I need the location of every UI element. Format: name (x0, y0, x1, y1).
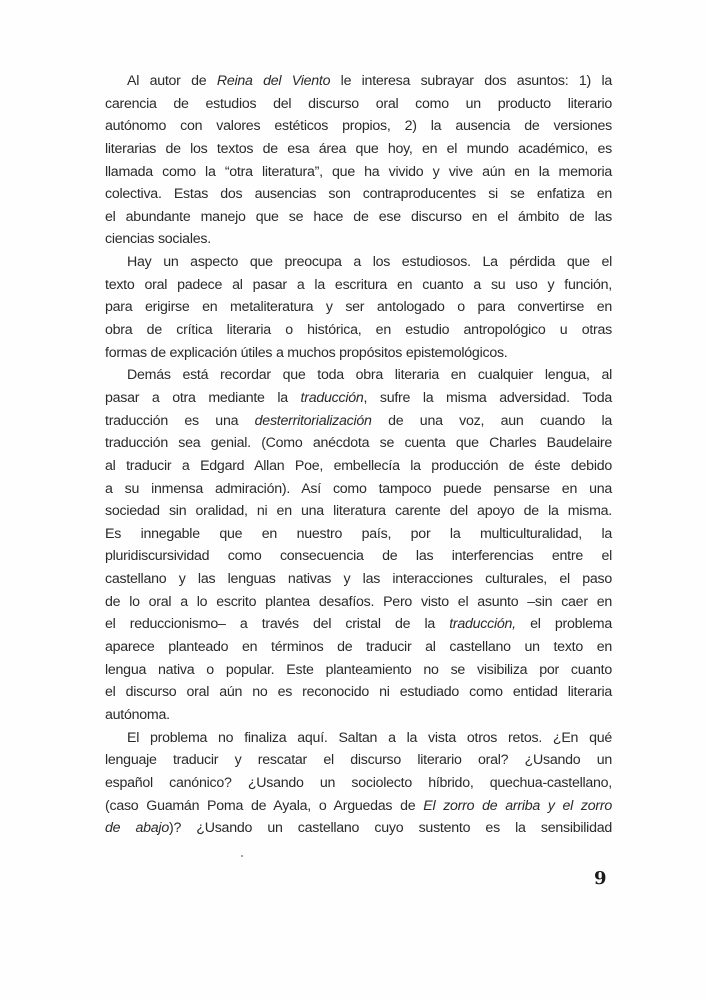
text-run: el abundante manejo que se hace de ese discurso en el ámbito de las (105, 208, 612, 225)
text-line (105, 387, 612, 410)
text-run: )? ¿Usando un castellano cuyo sustento es la sensibilidad (168, 820, 613, 837)
text-line (105, 274, 612, 297)
text-run: traducción es una (105, 412, 255, 429)
text-line (105, 455, 612, 478)
paragraph (105, 70, 612, 251)
italic-text: desterritorialización (254, 412, 372, 429)
text-run: colectiva. Estas dos ausencias son contraproducentes si se enfatiza en (105, 186, 612, 203)
text-line (105, 545, 612, 568)
text-line (105, 228, 612, 251)
text-line (105, 70, 612, 93)
text-run: de lo oral a lo escrito plantea desafíos. Pero visto el asunto –sin caer en (105, 593, 612, 610)
text-line (105, 591, 612, 614)
text-line (105, 138, 612, 161)
text-run: Es innegable que en nuestro país, por la multiculturalidad, la (105, 525, 612, 542)
text-line (105, 659, 612, 682)
text-run: sociedad sin oralidad, ni en una literatura carente del apoyo de la misma. (105, 503, 612, 520)
italic-text: El zorro de arriba y el zorro (423, 797, 613, 814)
text-line (105, 410, 612, 433)
text-run: lengua nativa o popular. Este planteamiento no se visibiliza por cuanto (105, 661, 612, 678)
body-text (105, 70, 612, 840)
paragraph (105, 364, 612, 726)
text-run: Demás está recordar que toda obra literaria en cualquier lengua, al (127, 367, 612, 384)
text-line (105, 296, 612, 319)
text-run: el reduccionismo– a través del cristal de la (105, 616, 450, 633)
text-run: el problema (515, 616, 612, 633)
text-line (105, 568, 612, 591)
text-line (105, 206, 612, 229)
text-run: lenguaje traducir y rescatar el discurso literario oral? ¿Usando un (105, 752, 612, 769)
text-line (105, 364, 612, 387)
text-run: al traducir a Edgard Allan Poe, embellecía la producción de éste debido (105, 457, 612, 474)
text-run: de una voz, aun cuando la (371, 412, 612, 429)
text-run: ciencias sociales. (105, 231, 211, 248)
text-line (105, 727, 612, 750)
text-run: pasar a otra mediante la (105, 389, 301, 406)
text-run: a su inmensa admiración). Así como tampoco puede pensarse en una (105, 480, 612, 497)
text-run: le interesa subrayar dos asuntos: 1) la (330, 73, 612, 89)
text-line (105, 161, 612, 184)
text-run: para erigirse en metaliteratura y ser antologado o para convertirse en (105, 299, 612, 316)
italic-text: de abajo (105, 820, 169, 837)
text-run: formas de explicación útiles a muchos propósitos epistemológicos. (105, 344, 508, 361)
text-line (105, 93, 612, 116)
text-run: texto oral padece al pasar a la escritura en cuanto a su uso y función, (105, 276, 612, 293)
text-run: Hay un aspecto que preocupa a los estudiosos. La pérdida que el (127, 254, 612, 271)
text-line (105, 251, 612, 274)
text-run: (caso Guamán Poma de Ayala, o Arguedas de (105, 797, 424, 814)
text-line (105, 795, 612, 818)
italic-text: Reina del Viento (216, 73, 331, 89)
text-line (105, 681, 612, 704)
text-line (105, 319, 612, 342)
text-line (105, 432, 612, 455)
text-line (105, 523, 612, 546)
text-line (105, 478, 612, 501)
text-line (105, 704, 612, 727)
text-line (105, 817, 612, 840)
text-run: aparece planteado en términos de traducir al castellano un texto en (105, 639, 612, 656)
text-run: autónomo con valores estéticos propios, 2) la ausencia de versiones (105, 118, 612, 135)
text-line (105, 772, 612, 795)
text-line (105, 749, 612, 772)
text-run: , sufre la misma adversidad. Toda (363, 389, 612, 406)
text-run: el discurso oral aún no es reconocido ni estudiado como entidad literaria (105, 684, 612, 701)
text-run: castellano y las lenguas nativas y las interacciones culturales, el paso (105, 571, 612, 588)
text-run: obra de crítica literaria o histórica, en estudio antropológico u otras (105, 322, 612, 339)
italic-text: traducción (300, 389, 364, 406)
text-run: llamada como la “otra literatura”, que ha vivido y vive aún en la memoria (105, 163, 612, 180)
text-run: carencia de estudios del discurso oral como un producto literario (105, 95, 612, 112)
text-line (105, 500, 612, 523)
italic-text: traducción, (449, 616, 516, 633)
text-run: Al autor de (127, 73, 217, 89)
text-line (105, 636, 612, 659)
scan-speck (241, 855, 243, 857)
text-line (105, 342, 612, 365)
text-line (105, 613, 612, 636)
text-run: pluridiscursividad como consecuencia de las interferencias entre el (105, 548, 612, 565)
paragraph (105, 727, 612, 840)
text-run: El problema no finaliza aquí. Saltan a la vista otros retos. ¿En qué (127, 729, 612, 746)
text-line (105, 115, 612, 138)
text-run: traducción sea genial. (Como anécdota se cuenta que Charles Baudelaire (105, 435, 612, 452)
text-run: autónoma. (105, 706, 170, 723)
text-run: literarias de los textos de esa área que hoy, en el mundo académico, es (105, 140, 612, 157)
text-run: español canónico? ¿Usando un sociolecto híbrido, quechua-castellano, (105, 774, 612, 791)
text-line (105, 183, 612, 206)
page-number: 9 (594, 868, 607, 889)
paragraph (105, 251, 612, 364)
